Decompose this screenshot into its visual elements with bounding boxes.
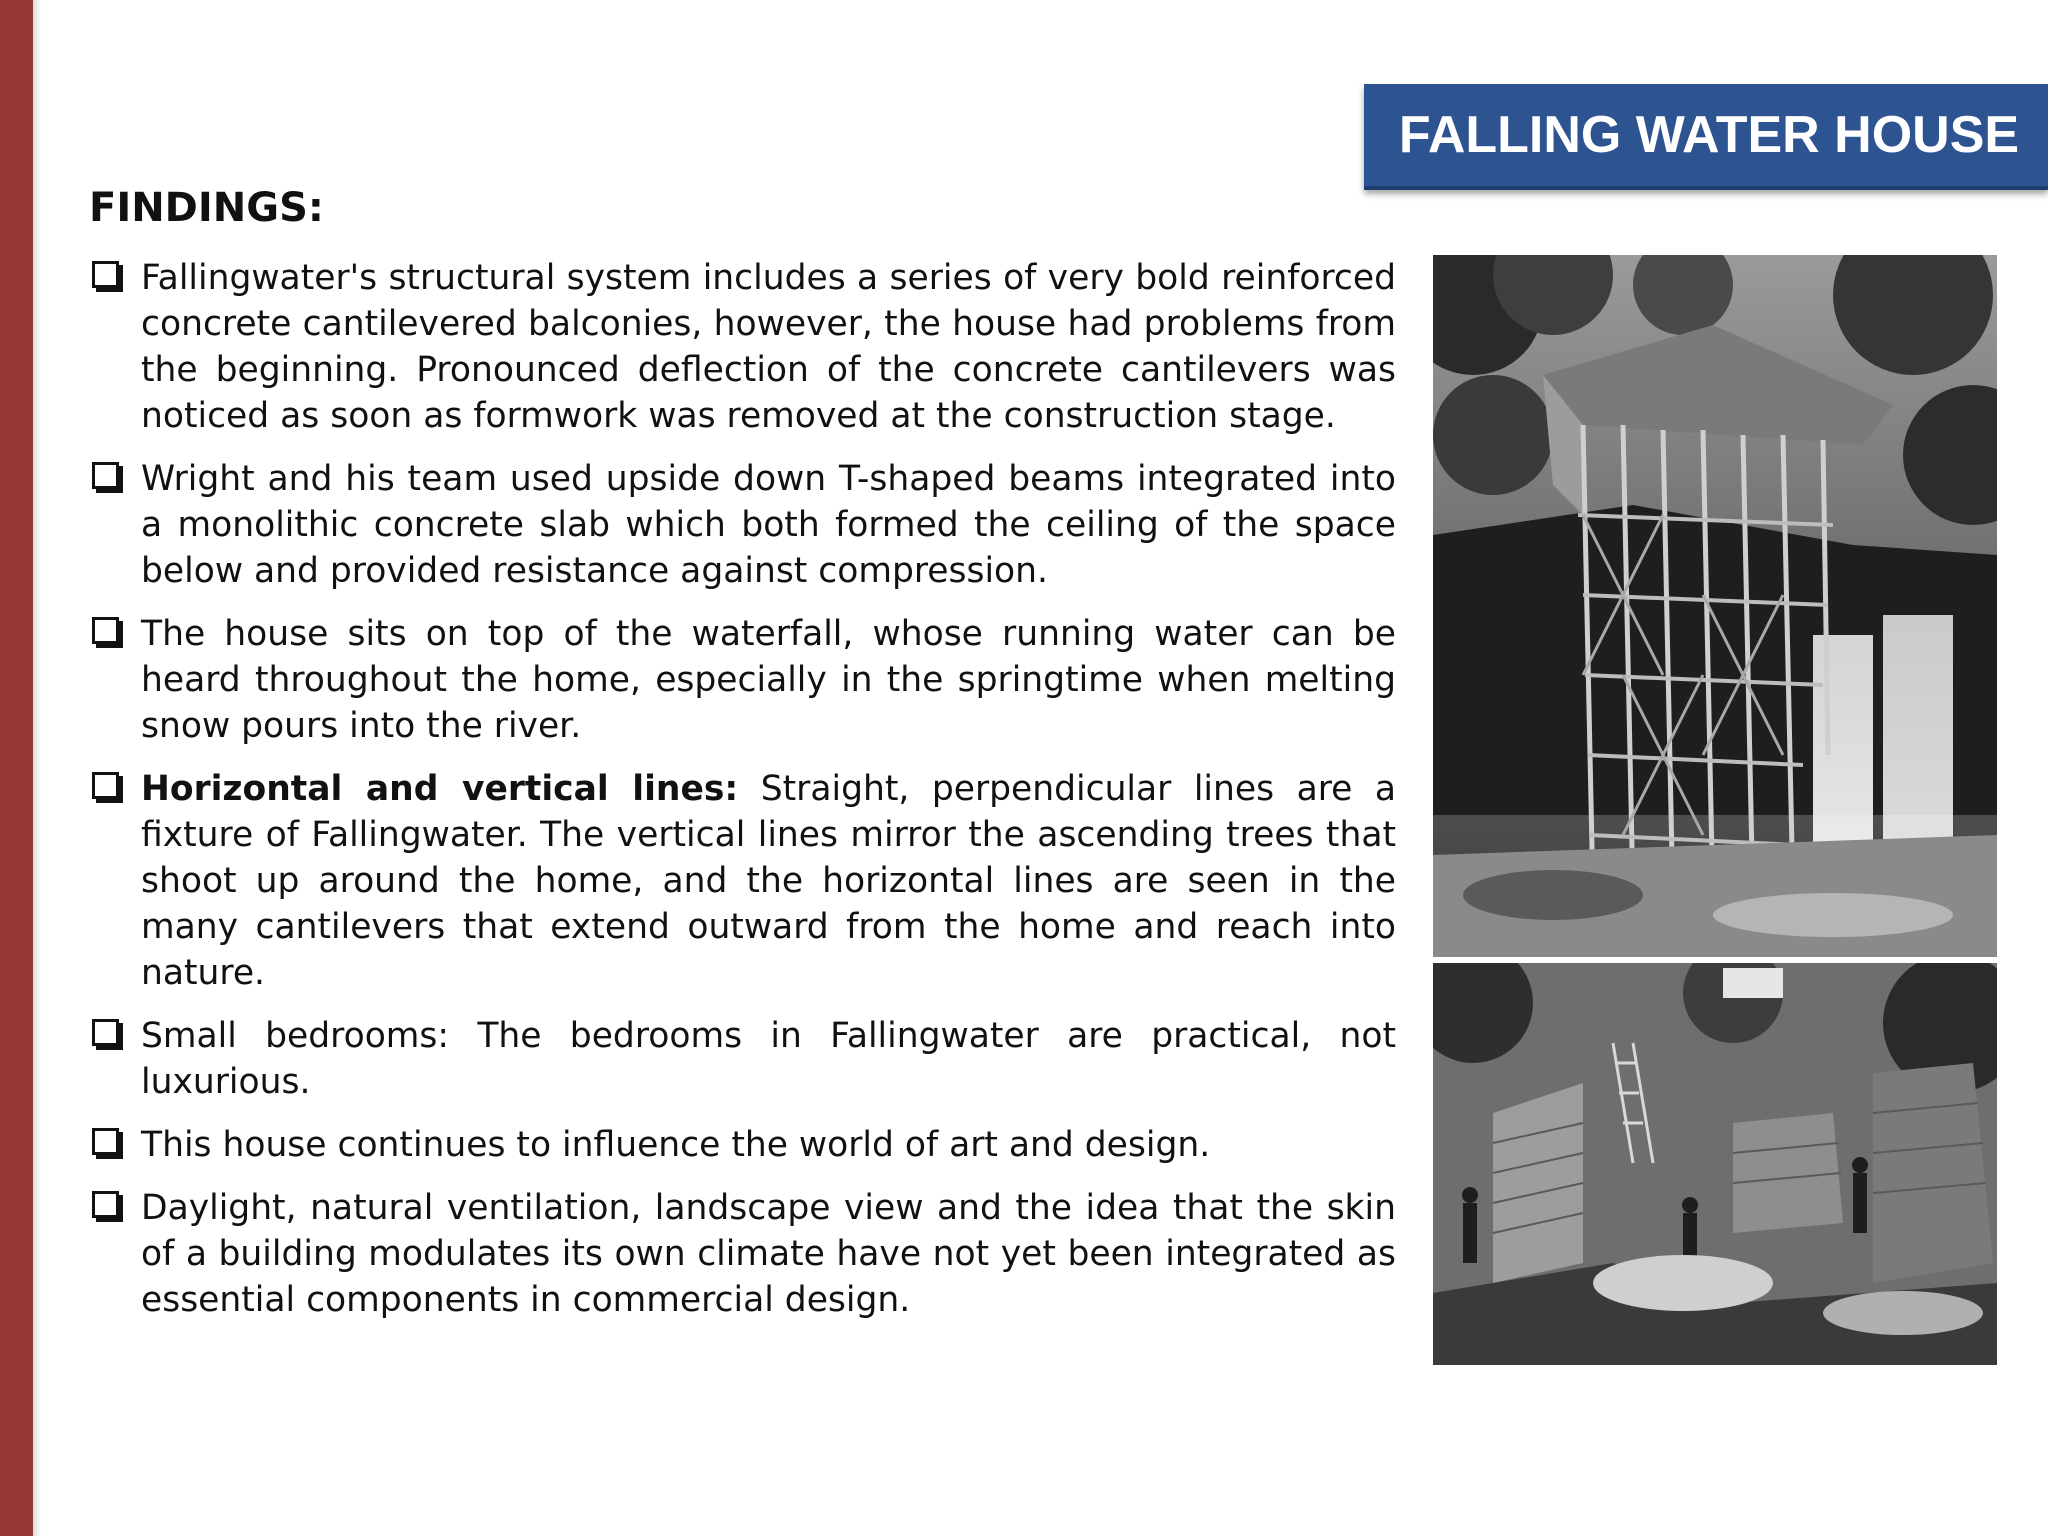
checkbox-icon — [92, 1191, 119, 1218]
checkbox-icon — [92, 617, 119, 644]
findings-item — [89, 1122, 1396, 1168]
slide-title: FALLING WATER HOUSE — [1398, 106, 2020, 164]
construction-site-photo — [1433, 963, 1997, 1365]
findings-item — [89, 766, 1396, 996]
findings-item-text: Daylight, natural ventilation, landscape view and the idea that the skin of a building modulates its own climate have not yet been integrated as essential components in commercial design. — [141, 1188, 1396, 1320]
findings-list — [89, 255, 1396, 1340]
findings-item-text: Wright and his team used upside down T-shaped beams integrated into a monolithic concrete slab which both formed the ceiling of the space below and provided resistance against compression. — [141, 459, 1396, 591]
checkbox-icon — [92, 772, 119, 799]
findings-item-text: This house continues to influence the world of art and design. — [141, 1125, 1211, 1165]
findings-item-text: The house sits on top of the waterfall, whose running water can be heard throughout the home, especially in the springtime when melting snow pours into the river. — [141, 614, 1396, 746]
findings-item-text: Fallingwater's structural system includes a series of very bold reinforced concrete cantilevered balconies, however, the house had problems from the beginning. Pronounced deflection of the concrete cantilevers was noticed as soon as formwork was removed at the construction stage. — [141, 258, 1396, 436]
title-banner — [1364, 84, 2048, 190]
findings-item — [89, 611, 1396, 749]
checkbox-icon — [92, 1019, 119, 1046]
findings-item-text: Small bedrooms: The bedrooms in Fallingwater are practical, not luxurious. — [141, 1016, 1396, 1102]
left-accent-bar — [0, 0, 33, 1536]
findings-heading: FINDINGS: — [89, 185, 324, 231]
findings-item-text: Straight, perpendicular lines are a fixture of Fallingwater. The vertical lines mirror the ascending trees that shoot up around the home, and the horizontal lines are seen in the many cantilevers that extend outward from the home and reach into nature. — [141, 769, 1396, 993]
findings-item — [89, 1185, 1396, 1323]
checkbox-icon — [92, 462, 119, 489]
findings-item-bold: Horizontal and vertical lines: — [141, 769, 739, 809]
scaffolding-waterfall-photo — [1433, 255, 1997, 957]
findings-item — [89, 456, 1396, 594]
checkbox-icon — [92, 261, 119, 288]
findings-item — [89, 1013, 1396, 1105]
left-accent-shadow — [33, 0, 41, 1536]
checkbox-icon — [92, 1128, 119, 1155]
construction-photos — [1433, 255, 1997, 1365]
findings-item — [89, 255, 1396, 439]
